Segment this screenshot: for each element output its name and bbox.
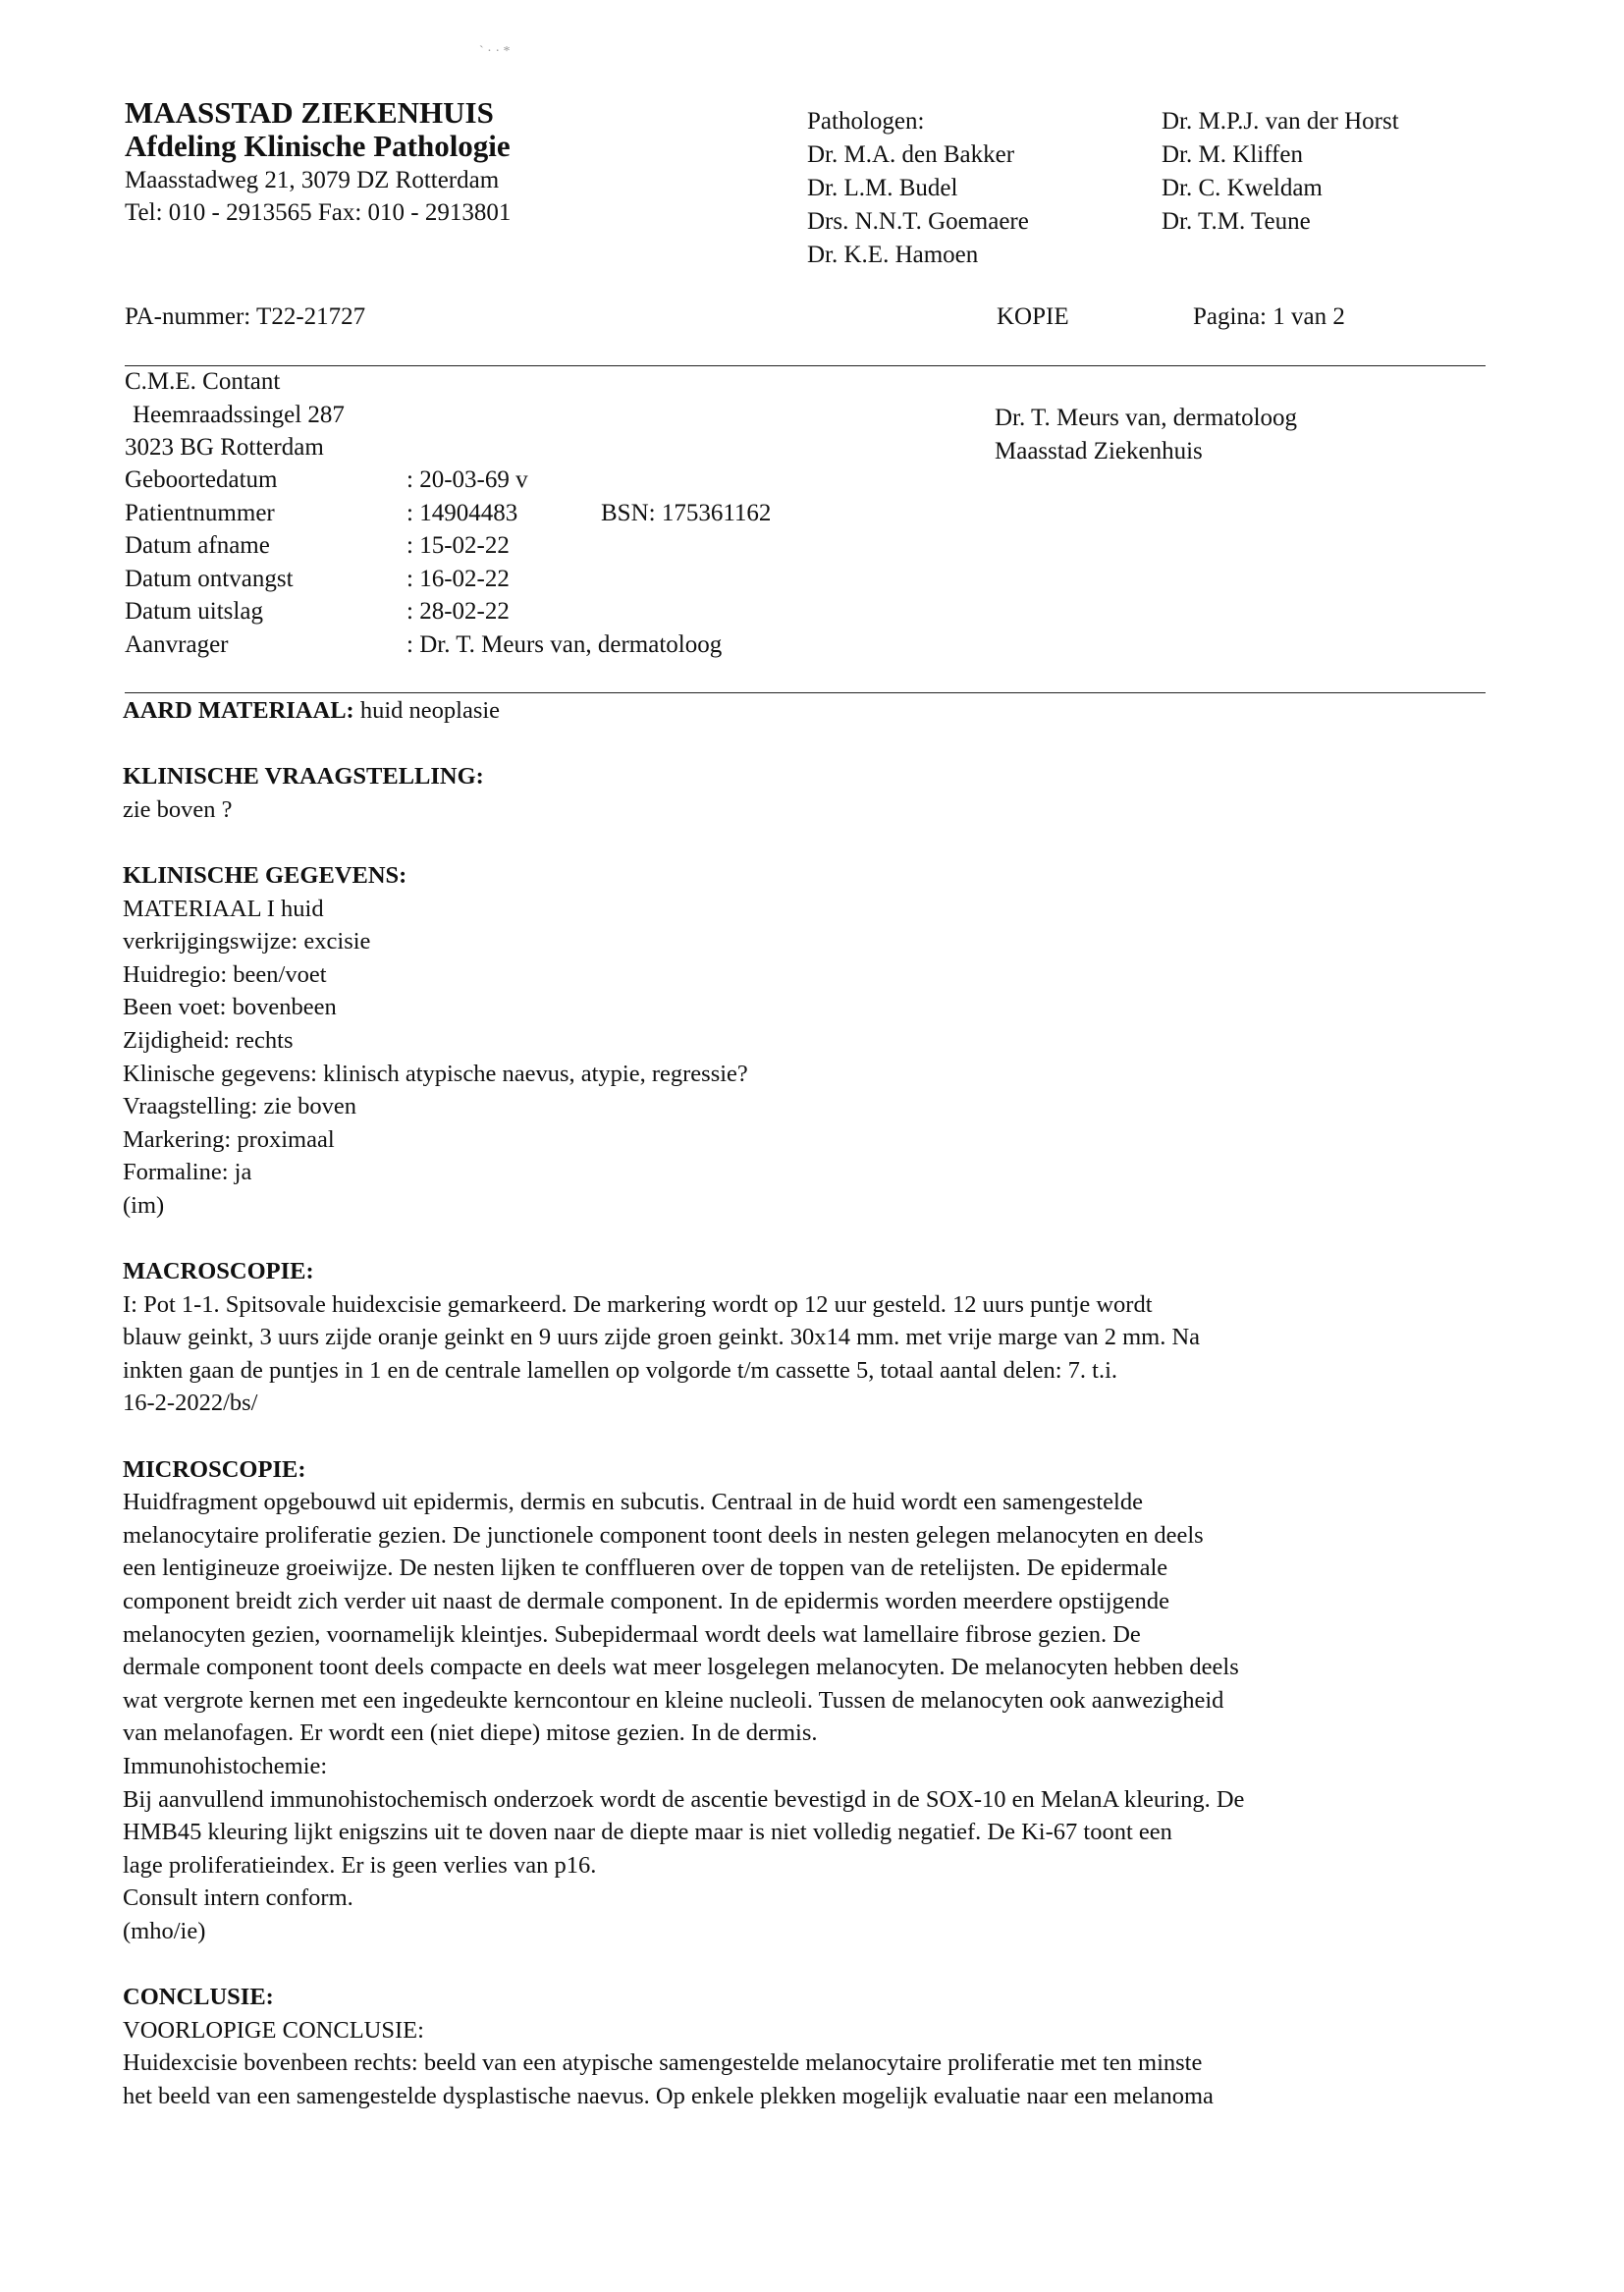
field-value: : 28-02-22 bbox=[406, 598, 510, 625]
patient-field-values bbox=[406, 464, 722, 661]
clinical-data-line: (im) bbox=[123, 1191, 165, 1219]
microscopy-line: Huidfragment opgebouwd uit epidermis, dermis en subcutis. Centraal in de huid wordt een samengestelde bbox=[123, 1489, 1143, 1516]
pathologist-name: Dr. C. Kweldam bbox=[1162, 175, 1323, 201]
report-body bbox=[123, 694, 1244, 2113]
field-label: Geboortedatum bbox=[125, 466, 278, 493]
pa-number: PA-nummer: T22-21727 bbox=[125, 303, 366, 330]
field-label: Patientnummer bbox=[125, 499, 275, 526]
clinical-data-line: MATERIAAL I huid bbox=[123, 895, 324, 922]
microscopy-line: van melanofagen. Er wordt een (niet diepe) mitose gezien. In de dermis. bbox=[123, 1719, 818, 1747]
pathologists-column-2 bbox=[1162, 105, 1399, 239]
pathologist-name: Dr. M. Kliffen bbox=[1162, 141, 1303, 168]
clinical-data-line: Formaline: ja bbox=[123, 1159, 252, 1186]
hospital-header bbox=[125, 96, 511, 229]
divider-middle bbox=[125, 692, 1486, 693]
clinical-question-heading: KLINISCHE VRAAGSTELLING: bbox=[123, 763, 484, 791]
patient-city: 3023 BG Rotterdam bbox=[125, 434, 324, 461]
field-value: : 20-03-69 v bbox=[406, 466, 528, 493]
macroscopy-line: inkten gaan de puntjes in 1 en de centrale lamellen op volgorde t/m cassette 5, totaal aantal delen: 7. t.i. bbox=[123, 1356, 1118, 1384]
conclusion-line: Huidexcisie bovenbeen rechts: beeld van een atypische samengestelde melanocytaire proliferatie met ten minste bbox=[123, 2049, 1203, 2077]
hospital-address: Maasstadweg 21, 3079 DZ Rotterdam bbox=[125, 167, 500, 193]
patient-field-labels bbox=[125, 464, 294, 661]
recipient-block bbox=[995, 402, 1297, 467]
department-name: Afdeling Klinische Pathologie bbox=[125, 129, 511, 163]
conclusion-subheading: VOORLOPIGE CONCLUSIE: bbox=[123, 2016, 424, 2044]
patient-address-block bbox=[125, 365, 345, 464]
copy-label: KOPIE bbox=[997, 303, 1069, 330]
microscopy-line: wat vergrote kernen met een ingedeukte kerncontour en kleine nucleoli. Tussen de melanocyten ook aanwezigheid bbox=[123, 1686, 1224, 1714]
conclusion-line: het beeld van een samengestelde dysplastische naevus. Op enkele plekken mogelijk evaluatie naar een melanoma bbox=[123, 2082, 1214, 2109]
pathologists-column-1 bbox=[807, 105, 1029, 272]
microscopy-line: dermale component toont deels compacte en deels wat meer losgelegen melanocyten. De melanocyten hebben deels bbox=[123, 1654, 1239, 1681]
field-label: Datum ontvangst bbox=[125, 565, 294, 592]
field-value: : Dr. T. Meurs van, dermatoloog bbox=[406, 630, 723, 658]
pathologist-name: Dr. K.E. Hamoen bbox=[807, 242, 979, 268]
microscopy-line: Consult intern conform. bbox=[123, 1884, 353, 1912]
recipient-name: Dr. T. Meurs van, dermatoloog bbox=[995, 405, 1298, 431]
microscopy-line: (mho/ie) bbox=[123, 1917, 206, 1944]
microscopy-line: een lentigineuze groeiwijze. De nesten lijken te confflueren over de toppen van de retelijsten. De epidermale bbox=[123, 1555, 1168, 1582]
pathologist-name: Dr. L.M. Budel bbox=[807, 175, 958, 201]
microscopy-line: HMB45 kleuring lijkt enigszins uit te doven naar de diepte maar is niet volledig negatief. De Ki-67 toont een bbox=[123, 1819, 1172, 1846]
pathologist-name: Drs. N.N.T. Goemaere bbox=[807, 208, 1029, 235]
material-line bbox=[123, 694, 1244, 728]
clinical-data-line: Zijdigheid: rechts bbox=[123, 1026, 294, 1054]
macroscopy-heading: MACROSCOPIE: bbox=[123, 1258, 314, 1285]
conclusion-heading: CONCLUSIE: bbox=[123, 1984, 274, 2011]
microscopy-line: lage proliferatieindex. Er is geen verlies van p16. bbox=[123, 1851, 597, 1879]
material-label: AARD MATERIAAL: bbox=[123, 697, 354, 724]
clinical-data-heading: KLINISCHE GEGEVENS: bbox=[123, 861, 407, 889]
recipient-institution: Maasstad Ziekenhuis bbox=[995, 437, 1203, 464]
microscopy-line: melanocyten gezien, voornamelijk kleintjes. Subepidermaal wordt deels wat lamellaire fibrose gezien. De bbox=[123, 1620, 1141, 1648]
microscopy-line: component breidt zich verder uit naast de dermale component. In de epidermis worden meerdere opstijgende bbox=[123, 1588, 1170, 1615]
clinical-data-line: Vraagstelling: zie boven bbox=[123, 1093, 357, 1120]
clinical-data-line: verkrijgingswijze: excisie bbox=[123, 928, 371, 955]
microscopy-line: Bij aanvullend immunohistochemisch onderzoek wordt de ascentie bevestigd in de SOX-10 en MelanA kleuring. De bbox=[123, 1785, 1245, 1813]
clinical-data-line: Huidregio: been/voet bbox=[123, 960, 327, 988]
scan-artifact: ` · · * bbox=[479, 44, 511, 59]
material-value: huid neoplasie bbox=[353, 697, 501, 724]
pathologists-label: Pathologen: bbox=[807, 108, 925, 135]
page-number: Pagina: 1 van 2 bbox=[1193, 303, 1345, 330]
pathologist-name: Dr. M.A. den Bakker bbox=[807, 141, 1015, 168]
macroscopy-line: I: Pot 1-1. Spitsovale huidexcisie gemarkeerd. De markering wordt op 12 uur gesteld. 12 uurs puntje wordt bbox=[123, 1290, 1153, 1318]
microscopy-line: Immunohistochemie: bbox=[123, 1753, 328, 1779]
hospital-contact: Tel: 010 - 2913565 Fax: 010 - 2913801 bbox=[125, 199, 512, 226]
bsn-number: BSN: 175361162 bbox=[601, 500, 772, 526]
clinical-question-text: zie boven ? bbox=[123, 795, 233, 823]
patient-street: Heemraadssingel 287 bbox=[133, 401, 345, 428]
clinical-data-line: Klinische gegevens: klinisch atypische naevus, atypie, regressie? bbox=[123, 1060, 748, 1087]
patient-name: C.M.E. Contant bbox=[125, 368, 281, 395]
clinical-data-line: Markering: proximaal bbox=[123, 1125, 335, 1153]
field-label: Aanvrager bbox=[125, 630, 229, 658]
macroscopy-line: blauw geinkt, 3 uurs zijde oranje geinkt en 9 uurs zijde groen geinkt. 30x14 mm. met vrije marge van 2 mm. Na bbox=[123, 1324, 1201, 1351]
pathologist-name: Dr. T.M. Teune bbox=[1162, 208, 1311, 235]
pathologist-name: Dr. M.P.J. van der Horst bbox=[1162, 108, 1399, 135]
clinical-data-line: Been voet: bovenbeen bbox=[123, 994, 337, 1021]
field-label: Datum afname bbox=[125, 532, 270, 559]
microscopy-line: melanocytaire proliferatie gezien. De junctionele component toont deels in nesten gelegen melanocyten en deels bbox=[123, 1521, 1204, 1549]
hospital-name: MAASSTAD ZIEKENHUIS bbox=[125, 95, 494, 130]
field-label: Datum uitslag bbox=[125, 598, 263, 625]
field-value: : 16-02-22 bbox=[406, 565, 510, 592]
field-value: : 15-02-22 bbox=[406, 532, 510, 559]
microscopy-heading: MICROSCOPIE: bbox=[123, 1455, 306, 1483]
field-value: : 14904483 bbox=[406, 499, 518, 526]
macroscopy-line: 16-2-2022/bs/ bbox=[123, 1390, 258, 1417]
